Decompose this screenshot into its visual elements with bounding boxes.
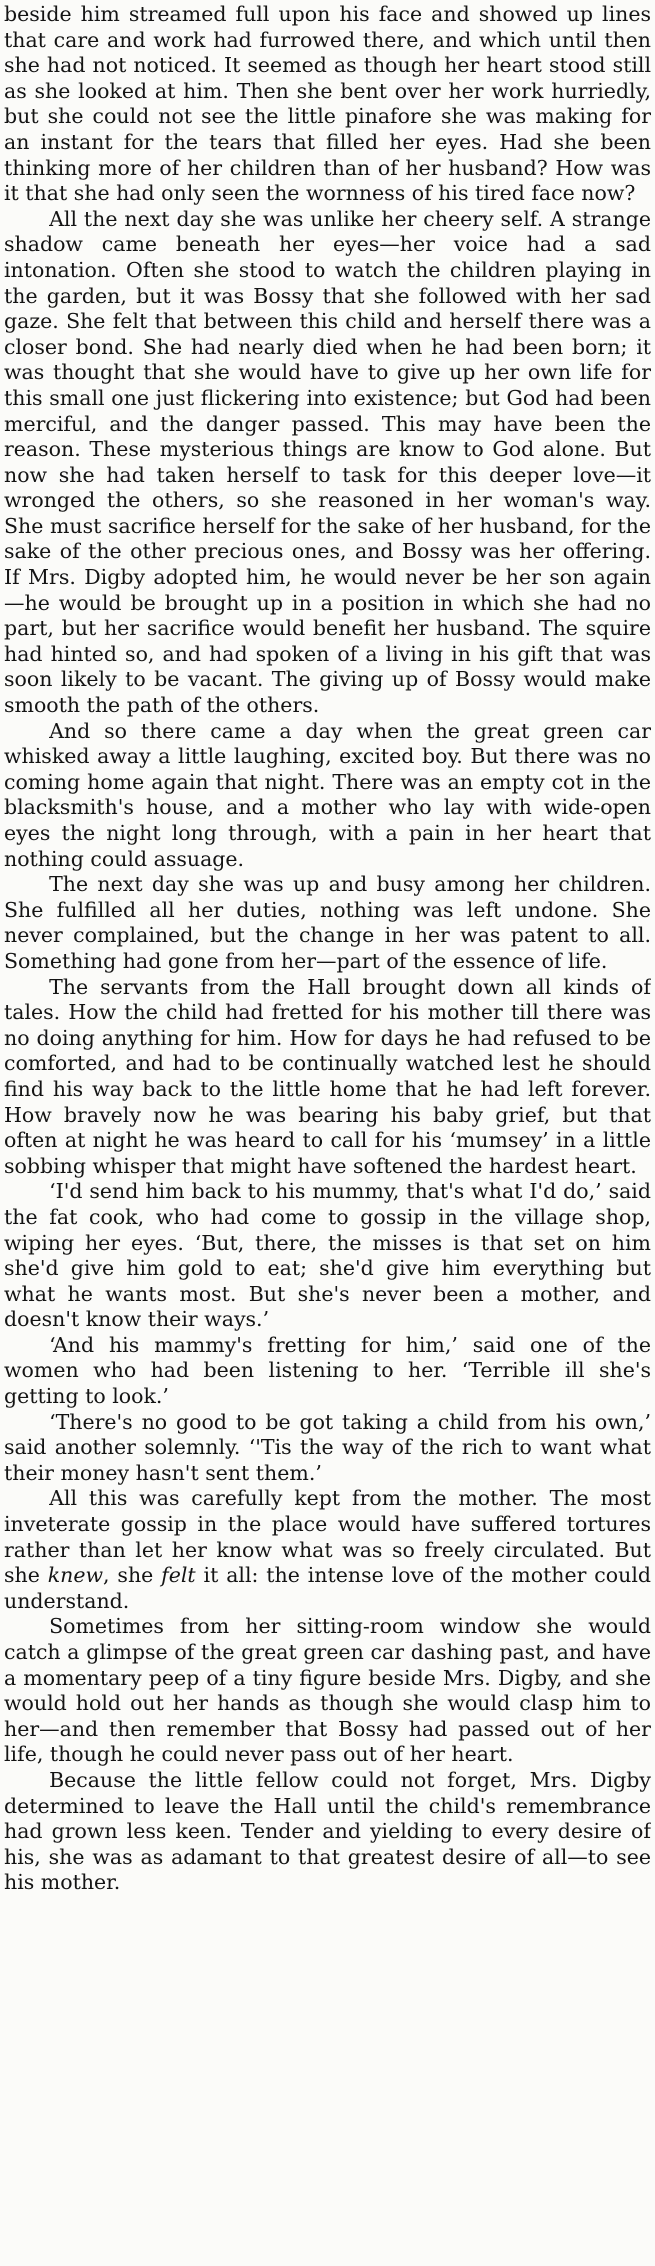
paragraph: All this was carefully kept from the mother. The most inveterate gossip in the place would have suffered tortures rather than let her know what was so freely circulated. But she knew, she felt it all: the intense love of the mother could understand. <box>4 1486 651 1613</box>
paragraph-dialogue: ‘There's no good to be got taking a child from his own,’ said another solemnly. ‘'Tis the way of the rich to want what their money hasn't sent them.’ <box>4 1409 651 1485</box>
paragraph: The next day she was up and busy among her children. She fulfilled all her duties, nothing was left undone. She never complained, but the change in her was patent to all. Something had gone from her—part of the essence of life. <box>4 872 651 973</box>
paragraph-dialogue: ‘I'd send him back to his mummy, that's what I'd do,’ said the fat cook, who had come to gossip in the village shop, wiping her eyes. ‘But, there, the misses is that set on him she'd give him gold to eat; she'd give him everything but what he wants most. But she's never been a mother, and doesn't know their ways.’ <box>4 1179 651 1332</box>
paragraph: And so there came a day when the great green car whisked away a little laughing, excited boy. But there was no coming home again that night. There was an empty cot in the blacksmith's house, and a mother who lay with wide-open eyes the night long through, with a pain in her heart that nothing could assuage. <box>4 718 651 871</box>
article-column <box>4 2 651 2264</box>
paragraph: The servants from the Hall brought down all kinds of tales. How the child had fretted for his mother till there was no doing anything for him. How for days he had refused to be comforted, and had to be continually watched lest he should find his way back to the little home that he had left forever. How bravely now he was bearing his baby grief, but that often at night he was heard to call for his ‘mumsey’ in a little sobbing whisper that might have softened the hardest heart. <box>4 974 651 1178</box>
emphasis-knew: knew <box>47 1563 104 1588</box>
paragraph-dialogue: ‘And his mammy's fretting for him,’ said one of the women who had been listening to her. ‘Terrible ill she's getting to look.’ <box>4 1332 651 1409</box>
paragraph: Sometimes from her sitting-room window she would catch a glimpse of the great green car dashing past, and have a momentary peep of a tiny figure beside Mrs. Digby, and she would hold out her hands as though she would clasp him to her—and then remember that Bossy had passed out of her life, though he could never pass out of her heart. <box>4 1614 651 1767</box>
paragraph: Because the little fellow could not forget, Mrs. Digby determined to leave the Hall until the child's remembrance had grown less keen. Tender and yielding to every desire of his, she was as adamant to that greatest desire of all—to see his mother. <box>4 1767 651 1895</box>
paragraph: All the next day she was unlike her cheery self. A strange shadow came beneath her eyes—her voice had a sad intonation. Often she stood to watch the children playing in the garden, but it was Bossy that she followed with her sad gaze. She felt that between this child and herself there was a closer bond. She had nearly died when he had been born; it was thought that she would have to give up her own life for this small one just flickering into existence; but God had been merciful, and the danger passed. This may have been the reason. These mysterious things are know to God alone. But now she had taken herself to task for this deeper love—it wronged the others, so she reasoned in her woman's way. She must sacrifice herself for the sake of her husband, for the sake of the other precious ones, and Bossy was her offering. If Mrs. Digby adopted him, he would never be her son again —he would be brought up in a position in which she had no part, but her sacrifice would benefit her husband. The squire had hinted so, and had spoken of a living in his gift that was soon likely to be vacant. The giving up of Bossy would make smooth the path of the others. <box>4 206 651 718</box>
emphasis-felt: felt <box>161 1563 196 1588</box>
paragraph-continued: beside him streamed full upon his face and showed up lines that care and work had furrowed there, and which until then she had not noticed. It seemed as though her heart stood still as she looked at him. Then she bent over her work hurriedly, but she could not see the little pinafore she was making for an instant for the tears that filled her eyes. Had she been thinking more of her children than of her husband? How was it that she had only seen the wornness of his tired face now? <box>4 2 651 206</box>
